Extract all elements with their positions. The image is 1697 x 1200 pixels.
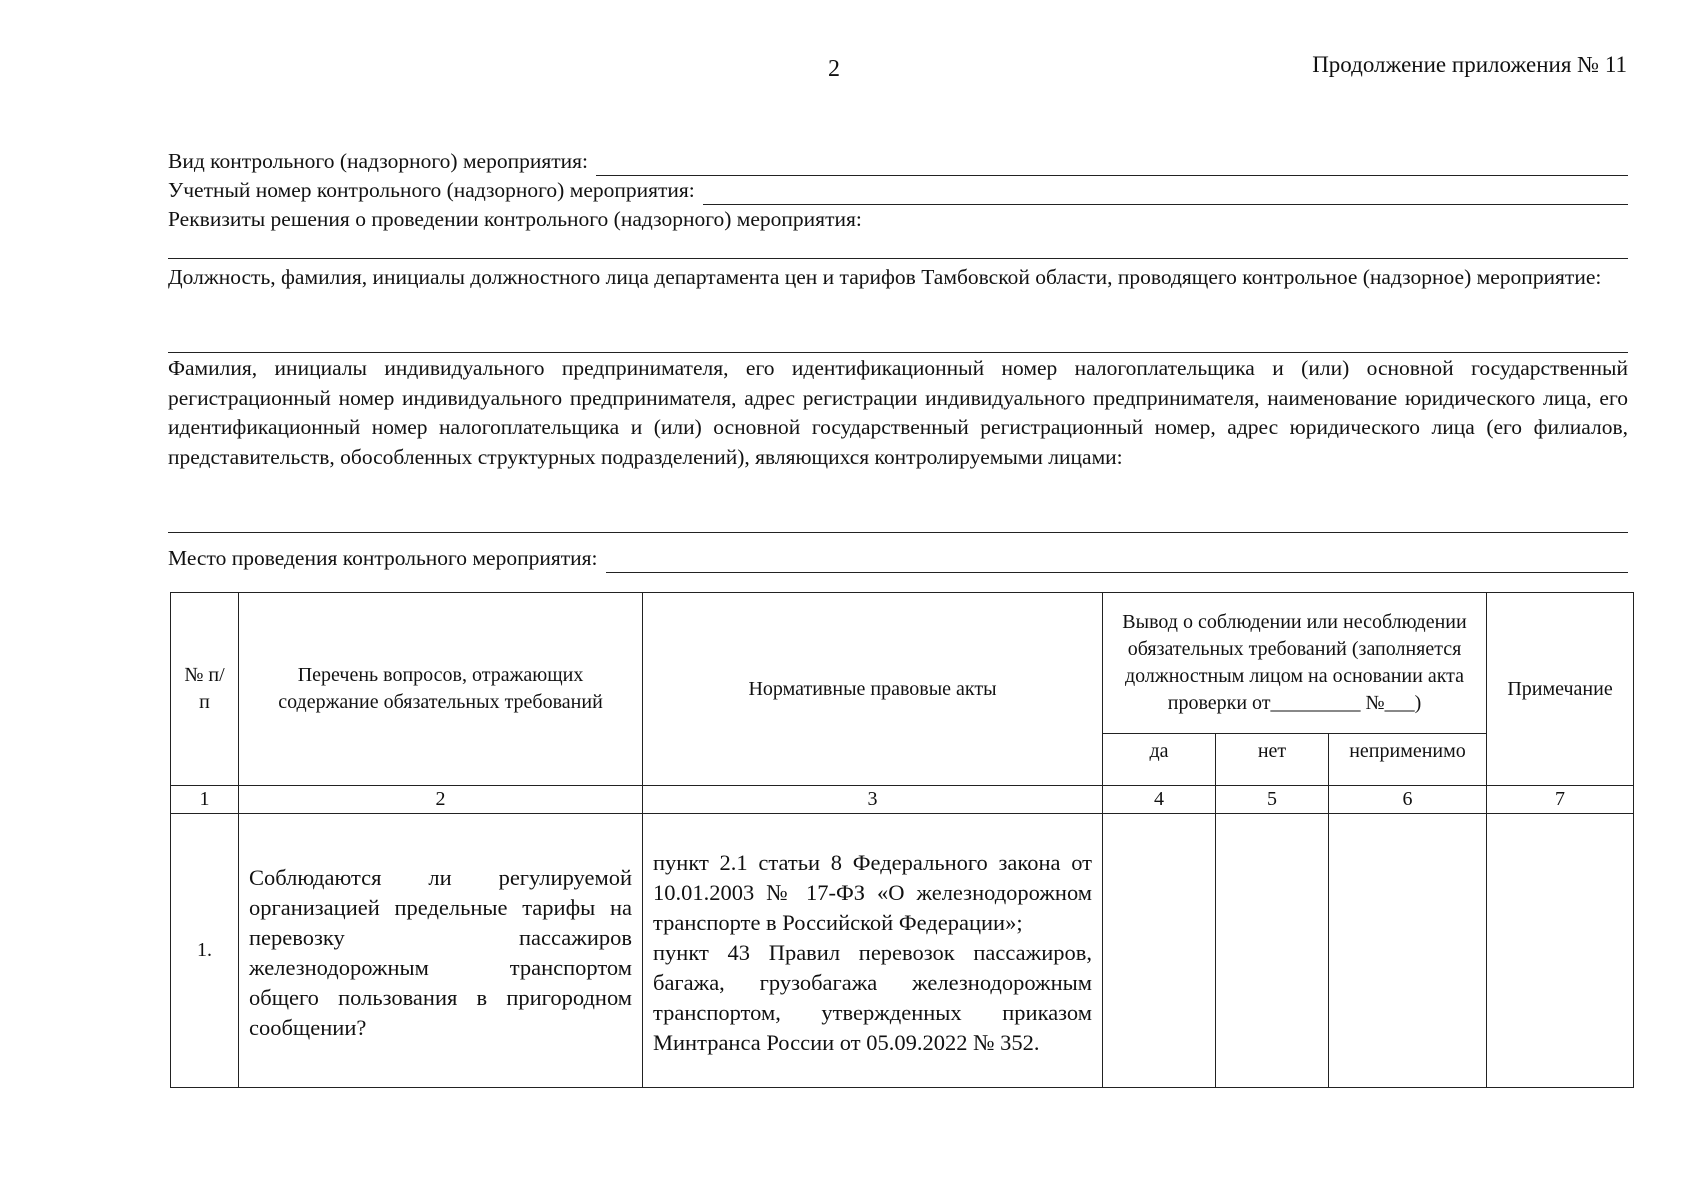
location-input-line[interactable] (606, 552, 1629, 573)
controlled-persons-input-line[interactable] (168, 532, 1628, 533)
event-type-label: Вид контрольного (надзорного) мероприятия: (168, 149, 589, 173)
row-not-applicable-cell[interactable] (1329, 814, 1487, 1088)
header-not-applicable: неприменимо (1329, 734, 1487, 786)
header-acts: Нормативные правовые акты (643, 593, 1103, 786)
registration-number-field (168, 175, 1628, 205)
event-type-field (168, 146, 1628, 176)
page-number: 2 (828, 56, 840, 82)
row-no-cell[interactable] (1216, 814, 1329, 1088)
table-row (171, 814, 1634, 1088)
header-conclusion: Вывод о соблюдении или несоблюдении обязательных требований (заполняется должностным лицом на основании акта проверки от_________ №___) (1103, 593, 1487, 734)
header-num: № п/п (171, 593, 239, 786)
event-type-input-line[interactable] (596, 155, 1628, 176)
row-note-cell[interactable] (1487, 814, 1634, 1088)
column-number: 3 (643, 786, 1103, 814)
column-number: 4 (1103, 786, 1216, 814)
official-label: Должность, фамилия, инициалы должностного лица департамента цен и тарифов Тамбовской области, проводящего контрольное (надзорное) мероприятие: (168, 265, 1602, 289)
annex-title: Продолжение приложения № 11 (1312, 52, 1627, 77)
row-act-2: пункт 43 Правил перевозок пассажиров, багажа, грузобагажа железнодорожным транспортом, утвержденных приказом Минтранса России от 05.09.2022 № 352. (653, 940, 1092, 1055)
header-no: нет (1216, 734, 1329, 786)
column-number: 5 (1216, 786, 1329, 814)
row-act-1: пункт 2.1 статьи 8 Федерального закона от 10.01.2003 № 17-ФЗ «О железнодорожном транспорте в Российской Федерации»; (653, 850, 1092, 935)
row-yes-cell[interactable] (1103, 814, 1216, 1088)
column-number: 6 (1329, 786, 1487, 814)
decision-details-input-line[interactable] (168, 258, 1628, 259)
row-number: 1. (171, 814, 239, 1088)
location-field (168, 543, 1628, 573)
registration-number-input-line[interactable] (703, 184, 1628, 205)
header-yes: да (1103, 734, 1216, 786)
registration-number-label: Учетный номер контрольного (надзорного) мероприятия: (168, 178, 695, 202)
table-header-row (171, 593, 1634, 734)
row-question (239, 814, 643, 1088)
decision-details-label: Реквизиты решения о проведении контрольного (надзорного) мероприятия: (168, 207, 862, 231)
controlled-persons-label: Фамилия, инициалы индивидуального предпринимателя, его идентификационный номер налогоплательщика и (или) основной государственный регистрационный номер индивидуального предпринимателя, адрес регистрации индивидуального предпринимателя, наименование юридического лица, его идентификационный номер налогоплательщика и (или) основной государственный регистрационный номер, адрес юридического лица (его филиалов, представительств, обособленных структурных подразделений), являющихся контролируемыми лицами: (168, 356, 1628, 469)
decision-details-field (168, 204, 1628, 234)
column-number-row (171, 786, 1634, 814)
row-question-text: Соблюдаются ли регулируемой организацией предельные тарифы на перевозку пассажиров железнодорожным транспортом общего пользования в пригородном сообщении? (249, 865, 632, 1040)
row-acts (643, 814, 1103, 1088)
official-input-line[interactable] (168, 352, 1628, 353)
checklist-table (170, 592, 1634, 1088)
column-number: 7 (1487, 786, 1634, 814)
header-questions: Перечень вопросов, отражающих содержание обязательных требований (239, 593, 643, 786)
column-number: 1 (171, 786, 239, 814)
header-note: Примечание (1487, 593, 1634, 786)
column-number: 2 (239, 786, 643, 814)
location-label: Место проведения контрольного мероприятия: (168, 546, 598, 570)
